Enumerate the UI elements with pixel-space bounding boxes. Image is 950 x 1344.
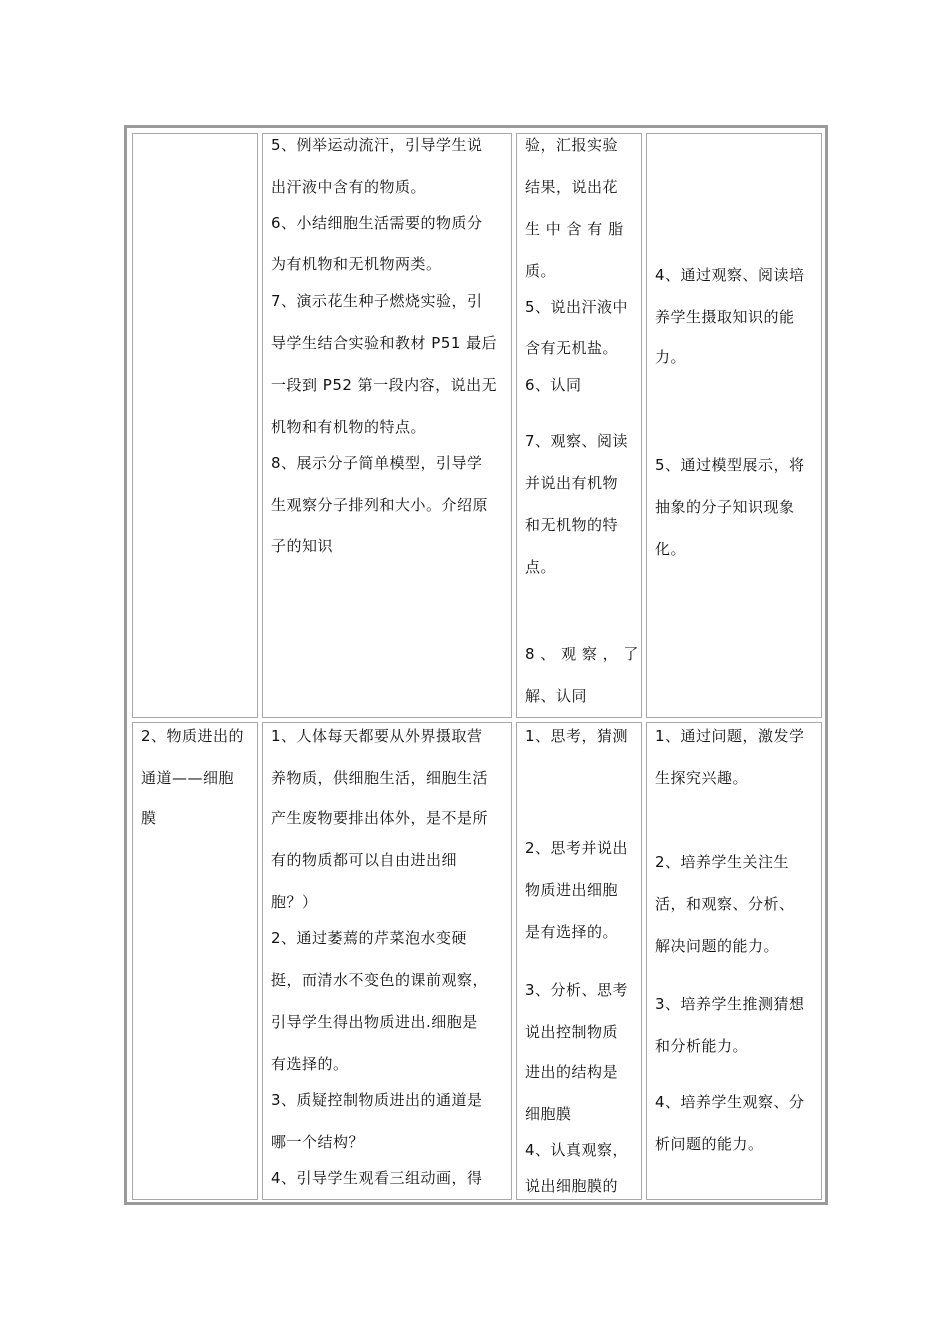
text-line: 和无机物的特 [525, 516, 619, 534]
text-line: 产生废物要排出体外，是不是所 [271, 809, 489, 827]
text-line: 养学生摄取知识的能 [655, 308, 795, 326]
text-line: 8、展示分子简单模型，引导学 [271, 454, 483, 472]
row2-topic-cell [132, 722, 258, 1200]
text-line: 4、培养学生观察、分 [655, 1093, 805, 1111]
text-line: 并说出有机物 [525, 474, 619, 492]
text-line: 挺，而清水不变色的课前观察， [271, 971, 489, 989]
text-line: 2、通过萎蔫的芹菜泡水变硬 [271, 929, 468, 947]
text-line: 有的物质都可以自由进出细 [271, 851, 458, 869]
text-line: 4、通过观察、阅读培 [655, 266, 805, 284]
text-line: 说出控制物质 [525, 1023, 619, 1041]
text-line: 细胞膜 [525, 1105, 572, 1123]
row2-teacher-cell [262, 722, 512, 1200]
text-line: 养物质，供细胞生活，细胞生活 [271, 769, 489, 787]
text-line: 说出细胞膜的 [525, 1177, 619, 1195]
text-line: 8 、 观 察 ， 了 [525, 645, 639, 663]
text-line: 析问题的能力。 [655, 1135, 764, 1153]
text-line: 3、分析、思考 [525, 981, 629, 999]
text-line: 和分析能力。 [655, 1037, 749, 1055]
text-line: 2、物质进出的 [141, 727, 245, 745]
text-line: 1、通过问题，激发学 [655, 727, 805, 745]
text-line: 活，和观察、分析、 [655, 895, 795, 913]
text-line: 引导学生得出物质进出.细胞是 [271, 1013, 478, 1031]
text-line: 1、思考，猜测 [525, 727, 629, 745]
row2-student-cell [516, 722, 642, 1200]
text-line: 6、小结细胞生活需要的物质分 [271, 214, 483, 232]
text-line: 膜 [141, 809, 157, 827]
text-line: 5、例举运动流汗，引导学生说 [271, 136, 483, 154]
text-line: 3、质疑控制物质进出的通道是 [271, 1091, 483, 1109]
text-line: 出汗液中含有的物质。 [271, 178, 427, 196]
text-line: 2、思考并说出 [525, 839, 629, 857]
text-line: 力。 [655, 348, 687, 366]
text-line: 3、培养学生推测猜想 [655, 995, 805, 1013]
text-line: 4、引导学生观看三组动画，得 [271, 1169, 483, 1187]
row1-topic-cell [132, 133, 258, 718]
text-line: 解决问题的能力。 [655, 937, 780, 955]
text-line: 7、演示花生种子燃烧实验，引 [271, 292, 483, 310]
text-line: 子的知识 [271, 537, 334, 555]
text-line: 5、通过模型展示，将 [655, 456, 805, 474]
text-line: 机物和有机物的特点。 [271, 418, 427, 436]
text-line: 化。 [655, 540, 687, 558]
text-line: 通道——细胞 [141, 769, 235, 787]
lesson-plan-table [124, 125, 828, 1205]
text-line: 2、培养学生关注生 [655, 853, 790, 871]
text-line: 1、人体每天都要从外界摄取营 [271, 727, 483, 745]
text-line: 点。 [525, 558, 557, 576]
text-line: 是有选择的。 [525, 923, 619, 941]
text-line: 6、认同 [525, 376, 582, 394]
text-line: 7、观察、阅读 [525, 432, 629, 450]
text-line: 胞？） [271, 893, 318, 911]
row1-purpose-cell [646, 133, 822, 718]
text-line: 结果，说出花 [525, 178, 619, 196]
text-line: 质。 [525, 262, 557, 280]
text-line: 一段到 P52 第一段内容，说出无 [271, 376, 498, 394]
text-line: 4、认真观察， [525, 1141, 629, 1159]
text-line: 导学生结合实验和教材 P51 最后 [271, 334, 498, 352]
text-line: 抽象的分子知识现象 [655, 498, 795, 516]
row1-teacher-cell [262, 133, 512, 718]
text-line: 哪一个结构？ [271, 1133, 365, 1151]
row2-purpose-cell [646, 722, 822, 1200]
text-line: 有选择的。 [271, 1055, 349, 1073]
text-line: 5、说出汗液中 [525, 298, 629, 316]
text-line: 生 中 含 有 脂 [525, 220, 624, 238]
row1-student-cell [516, 133, 642, 718]
text-line: 解、认同 [525, 687, 588, 705]
text-line: 含有无机盐。 [525, 339, 619, 357]
text-line: 为有机物和无机物两类。 [271, 255, 442, 273]
text-line: 生观察分子排列和大小。介绍原 [271, 496, 489, 514]
text-line: 进出的结构是 [525, 1063, 619, 1081]
text-line: 生探究兴趣。 [655, 769, 749, 787]
text-line: 验，汇报实验 [525, 136, 619, 154]
text-line: 物质进出细胞 [525, 881, 619, 899]
